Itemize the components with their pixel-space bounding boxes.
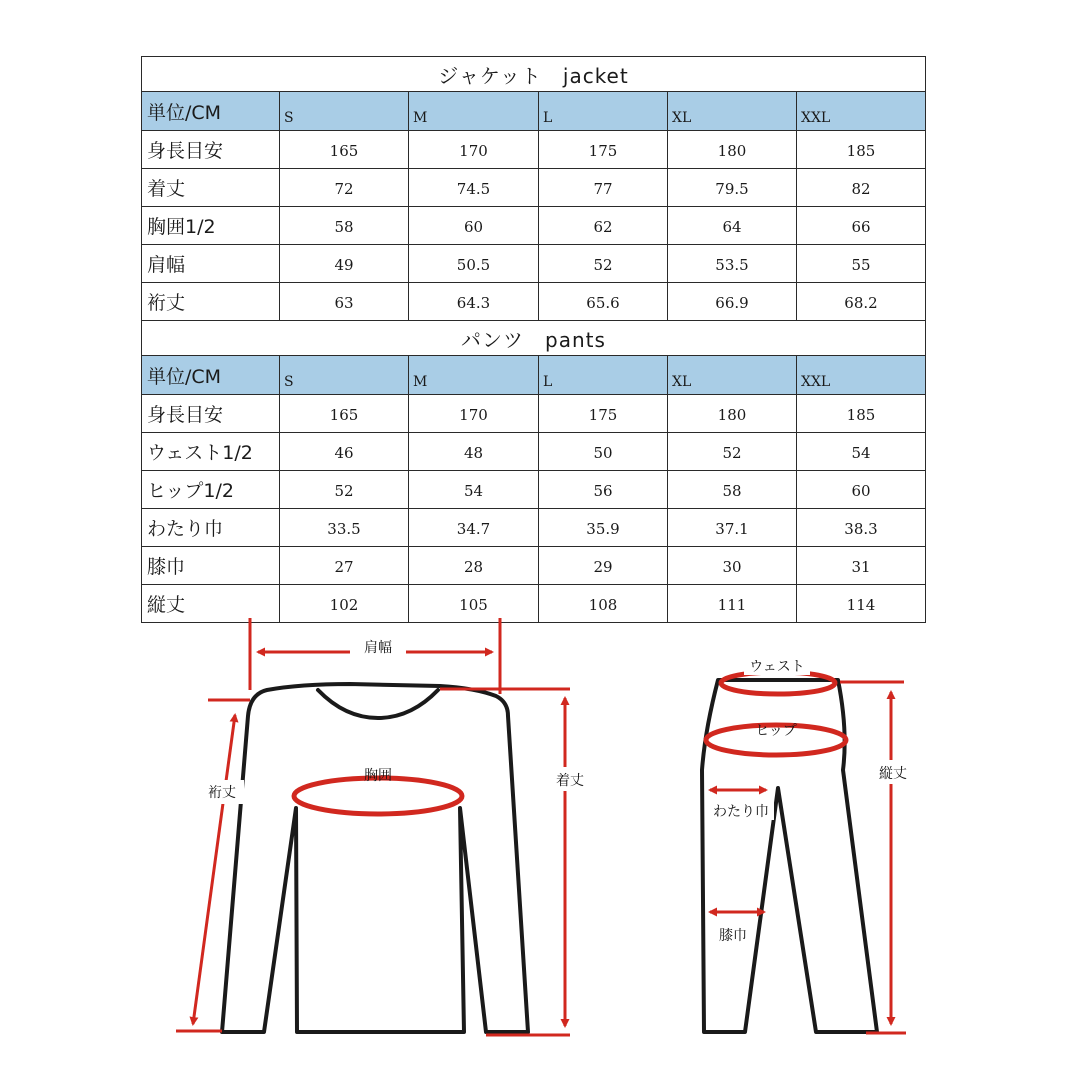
chest-label: 胸囲 <box>364 768 392 784</box>
table-cell: 63 <box>280 283 409 321</box>
sleeve-label: 裄丈 <box>208 785 236 801</box>
table-cell: 165 <box>280 395 409 433</box>
pants-table-title: パンツ pants <box>142 321 926 356</box>
table-cell: 53.5 <box>668 245 797 283</box>
size-header: M <box>409 356 539 395</box>
table-cell: 49 <box>280 245 409 283</box>
table-cell: 185 <box>797 131 926 169</box>
table-cell: 79.5 <box>668 169 797 207</box>
size-header: L <box>539 356 668 395</box>
pants-diagram <box>702 655 914 1033</box>
row-label: わたり巾 <box>142 509 280 547</box>
table-cell: 105 <box>409 585 539 623</box>
size-header: L <box>539 92 668 131</box>
row-label: 身長目安 <box>142 395 280 433</box>
unit-label: 単位/CM <box>142 356 280 395</box>
size-header: XXL <box>797 356 926 395</box>
table-cell: 66 <box>797 207 926 245</box>
table-cell: 170 <box>409 395 539 433</box>
table-cell: 175 <box>539 131 668 169</box>
table-cell: 64 <box>668 207 797 245</box>
row-label: 身長目安 <box>142 131 280 169</box>
table-cell: 58 <box>668 471 797 509</box>
size-header: M <box>409 92 539 131</box>
table-cell: 180 <box>668 395 797 433</box>
table-cell: 35.9 <box>539 509 668 547</box>
table-cell: 38.3 <box>797 509 926 547</box>
table-cell: 50 <box>539 433 668 471</box>
jacket-diagram <box>176 618 592 1035</box>
table-cell: 108 <box>539 585 668 623</box>
table-cell: 72 <box>280 169 409 207</box>
table-cell: 82 <box>797 169 926 207</box>
size-header: S <box>280 356 409 395</box>
table-cell: 102 <box>280 585 409 623</box>
pants-length-label: 縦丈 <box>879 766 907 782</box>
table-cell: 55 <box>797 245 926 283</box>
table-cell: 34.7 <box>409 509 539 547</box>
waist-label: ウェスト <box>749 659 805 675</box>
size-header: XXL <box>797 92 926 131</box>
size-header: S <box>280 92 409 131</box>
thigh-label: わたり巾 <box>713 804 769 820</box>
table-cell: 50.5 <box>409 245 539 283</box>
table-cell: 114 <box>797 585 926 623</box>
table-cell: 60 <box>409 207 539 245</box>
table-cell: 27 <box>280 547 409 585</box>
table-cell: 52 <box>539 245 668 283</box>
row-label: 着丈 <box>142 169 280 207</box>
shoulder-label: 肩幅 <box>364 640 392 656</box>
table-cell: 48 <box>409 433 539 471</box>
table-cell: 64.3 <box>409 283 539 321</box>
table-cell: 31 <box>797 547 926 585</box>
table-cell: 52 <box>280 471 409 509</box>
table-cell: 111 <box>668 585 797 623</box>
table-cell: 30 <box>668 547 797 585</box>
table-cell: 62 <box>539 207 668 245</box>
table-cell: 33.5 <box>280 509 409 547</box>
size-header: XL <box>668 92 797 131</box>
row-label: 膝巾 <box>142 547 280 585</box>
table-cell: 54 <box>797 433 926 471</box>
table-cell: 68.2 <box>797 283 926 321</box>
size-header: XL <box>668 356 797 395</box>
table-cell: 52 <box>668 433 797 471</box>
table-cell: 180 <box>668 131 797 169</box>
jacket-table-title: ジャケット jacket <box>142 57 926 92</box>
row-label: 胸囲1/2 <box>142 207 280 245</box>
row-label: 肩幅 <box>142 245 280 283</box>
table-cell: 28 <box>409 547 539 585</box>
row-label: ヒップ1/2 <box>142 471 280 509</box>
table-cell: 29 <box>539 547 668 585</box>
table-cell: 66.9 <box>668 283 797 321</box>
unit-label: 単位/CM <box>142 92 280 131</box>
length-label: 着丈 <box>556 773 584 789</box>
table-cell: 165 <box>280 131 409 169</box>
table-cell: 74.5 <box>409 169 539 207</box>
table-cell: 54 <box>409 471 539 509</box>
table-cell: 46 <box>280 433 409 471</box>
table-cell: 60 <box>797 471 926 509</box>
knee-label: 膝巾 <box>719 928 747 944</box>
table-cell: 175 <box>539 395 668 433</box>
row-label: 裄丈 <box>142 283 280 321</box>
table-cell: 37.1 <box>668 509 797 547</box>
table-cell: 170 <box>409 131 539 169</box>
table-cell: 185 <box>797 395 926 433</box>
hip-label: ヒップ <box>755 723 797 739</box>
table-cell: 58 <box>280 207 409 245</box>
row-label: 縦丈 <box>142 585 280 623</box>
table-cell: 65.6 <box>539 283 668 321</box>
jacket-outline <box>222 684 528 1032</box>
table-cell: 56 <box>539 471 668 509</box>
row-label: ウェスト1/2 <box>142 433 280 471</box>
table-cell: 77 <box>539 169 668 207</box>
